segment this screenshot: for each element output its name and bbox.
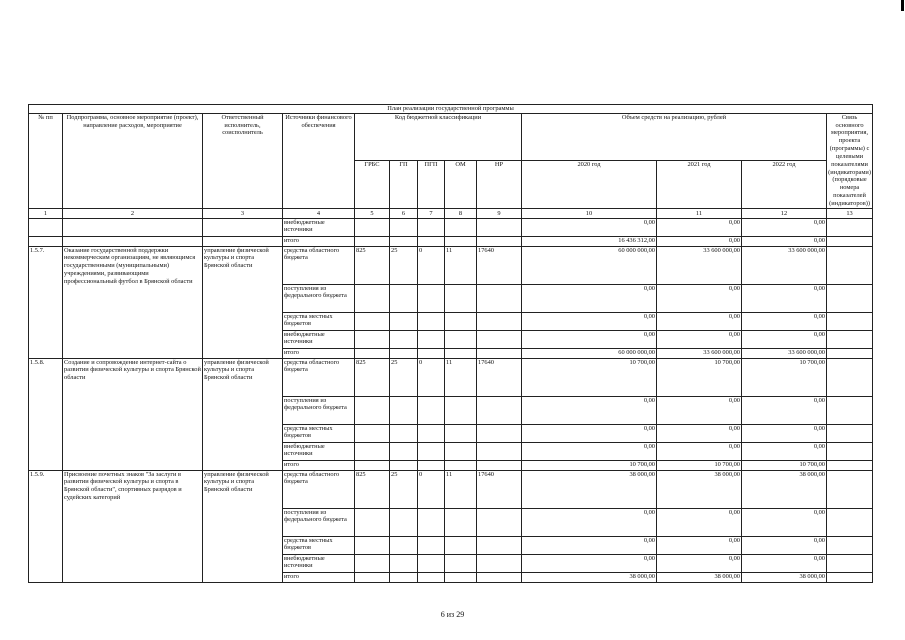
source-cell: поступления из федерального бюджета [283,508,355,536]
code-cell [477,236,522,246]
column-number: 4 [283,208,355,218]
source-cell: итого [283,348,355,358]
header-2022: 2022 год [742,161,827,208]
gp-cell [390,460,418,470]
code-cell [445,218,477,236]
code-cell [355,236,390,246]
code-cell [390,218,418,236]
amount-2021: 0,00 [657,442,742,460]
om-cell [445,424,477,442]
link-cell [827,218,873,236]
amount-2020: 38 000,00 [522,572,657,582]
link-cell [827,246,873,284]
gp-cell [390,396,418,424]
np-cell [477,330,522,348]
table-row [29,246,873,284]
amount-2020: 0,00 [522,330,657,348]
om-cell [445,284,477,312]
link-cell [827,312,873,330]
page-number: 6 из 29 [440,610,465,619]
source-cell: средства местных бюджетов [283,424,355,442]
link-cell [827,396,873,424]
source-cell: внебюджетные источники [283,330,355,348]
link-cell [827,348,873,358]
item-name: Создание и сопровождение интернет-сайта о развитии физической культуры и спорта Брянской области [63,358,203,470]
pgp-cell: 0 [418,246,445,284]
pgp-cell [418,536,445,554]
pgp-cell [418,312,445,330]
amount-2021: 0,00 [657,424,742,442]
amount-2021: 10 700,00 [657,460,742,470]
gp-cell [390,536,418,554]
column-number: 5 [355,208,390,218]
grbs-cell: 825 [355,470,390,508]
source-cell: средства областного бюджета [283,358,355,396]
grbs-cell [355,330,390,348]
link-cell [827,572,873,582]
column-number: 10 [522,208,657,218]
np-cell: 17640 [477,470,522,508]
np-cell [477,572,522,582]
pgp-cell: 0 [418,470,445,508]
om-cell [445,554,477,572]
amount-2022: 0,00 [742,312,827,330]
item-responsible: управление физической культуры и спорта Брянской области [203,470,283,582]
header-grbs: ГРБС [355,161,390,208]
amount-2021: 0,00 [657,396,742,424]
amount-2022: 0,00 [742,284,827,312]
link-cell [827,536,873,554]
amount-2020: 0,00 [522,554,657,572]
grbs-cell [355,312,390,330]
np-cell [477,460,522,470]
grbs-cell [355,554,390,572]
amount-2022: 0,00 [742,236,827,246]
np-cell [477,442,522,460]
code-cell [418,218,445,236]
om-cell: 11 [445,358,477,396]
gp-cell [390,424,418,442]
pgp-cell [418,424,445,442]
edge-mark [901,0,904,11]
column-number: 12 [742,208,827,218]
amount-2020: 0,00 [522,508,657,536]
gp-cell: 25 [390,246,418,284]
source-cell: внебюджетные источники [283,554,355,572]
pgp-cell [418,442,445,460]
amount-2020: 10 700,00 [522,460,657,470]
amount-2022: 0,00 [742,424,827,442]
om-cell [445,536,477,554]
source-cell: внебюджетные источники [283,442,355,460]
pgp-cell [418,554,445,572]
amount-2020: 0,00 [522,218,657,236]
grbs-cell [355,424,390,442]
column-number: 8 [445,208,477,218]
empty-cell [29,218,63,236]
header-om: ОМ [445,161,477,208]
gp-cell [390,330,418,348]
amount-2020: 0,00 [522,312,657,330]
source-cell: итого [283,460,355,470]
code-cell [477,218,522,236]
grbs-cell [355,536,390,554]
np-cell: 17640 [477,358,522,396]
grbs-cell: 825 [355,246,390,284]
amount-2022: 0,00 [742,442,827,460]
item-number: 1.5.8. [29,358,63,470]
column-number: 6 [390,208,418,218]
amount-2020: 16 436 312,00 [522,236,657,246]
table-row [29,236,873,246]
empty-cell [63,236,203,246]
amount-2020: 38 000,00 [522,470,657,508]
amount-2022: 38 000,00 [742,470,827,508]
source-cell: средства областного бюджета [283,470,355,508]
om-cell: 11 [445,246,477,284]
amount-2021: 0,00 [657,236,742,246]
om-cell [445,312,477,330]
column-number: 9 [477,208,522,218]
np-cell: 17640 [477,246,522,284]
pgp-cell [418,508,445,536]
np-cell [477,284,522,312]
table-row [29,218,873,236]
source-cell: средства местных бюджетов [283,536,355,554]
link-cell [827,442,873,460]
column-number: 7 [418,208,445,218]
header-responsible: Ответственный исполнитель, соисполнитель [203,113,283,208]
amount-2022: 38 000,00 [742,572,827,582]
code-cell [418,236,445,246]
item-number: 1.5.7. [29,246,63,358]
source-cell: итого [283,236,355,246]
column-number: 11 [657,208,742,218]
source-cell: средства местных бюджетов [283,312,355,330]
link-cell [827,236,873,246]
om-cell [445,442,477,460]
np-cell [477,396,522,424]
link-cell [827,358,873,396]
code-cell [445,236,477,246]
amount-2021: 33 600 000,00 [657,348,742,358]
link-cell [827,508,873,536]
table-row [29,358,873,396]
om-cell: 11 [445,470,477,508]
np-cell [477,536,522,554]
header-pgp: ПГП [418,161,445,208]
empty-cell [203,236,283,246]
item-name: Оказание государственной поддержки некоммерческим организациям, не являющимся государственными (муниципальными) учреждениями, развивающими профессиональный футбол в Брянской области [63,246,203,358]
np-cell [477,508,522,536]
link-cell [827,460,873,470]
gp-cell [390,508,418,536]
np-cell [477,348,522,358]
source-cell: поступления из федерального бюджета [283,396,355,424]
source-cell: средства областного бюджета [283,246,355,284]
grbs-cell [355,348,390,358]
amount-2022: 33 600 000,00 [742,246,827,284]
grbs-cell [355,572,390,582]
pgp-cell [418,572,445,582]
amount-2020: 0,00 [522,442,657,460]
amount-2020: 0,00 [522,536,657,554]
amount-2021: 0,00 [657,554,742,572]
amount-2021: 0,00 [657,218,742,236]
link-cell [827,424,873,442]
np-cell [477,554,522,572]
np-cell [477,424,522,442]
amount-2020: 0,00 [522,424,657,442]
code-cell [355,218,390,236]
item-responsible: управление физической культуры и спорта Брянской области [203,358,283,470]
header-2021: 2021 год [657,161,742,208]
amount-2022: 0,00 [742,508,827,536]
item-responsible: управление физической культуры и спорта Брянской области [203,246,283,358]
grbs-cell [355,442,390,460]
column-number: 2 [63,208,203,218]
gp-cell [390,554,418,572]
link-cell [827,330,873,348]
amount-2021: 33 600 000,00 [657,246,742,284]
pgp-cell [418,460,445,470]
gp-cell [390,284,418,312]
amount-2021: 38 000,00 [657,470,742,508]
header-sources: Источники финансового обеспечения [283,113,355,208]
link-cell [827,470,873,508]
pgp-cell [418,396,445,424]
grbs-cell [355,396,390,424]
item-name: Присвоение почетных знаков "За заслуги в развитии физической культуры и спорта в Брянской области", спортивных разрядов и судейских категорий [63,470,203,582]
gp-cell [390,312,418,330]
source-cell: внебюджетные источники [283,218,355,236]
empty-cell [63,218,203,236]
amount-2021: 10 700,00 [657,358,742,396]
amount-2020: 0,00 [522,396,657,424]
empty-cell [203,218,283,236]
link-cell [827,284,873,312]
header-gp: ГП [390,161,418,208]
amount-2022: 0,00 [742,330,827,348]
header-link: Связь основного мероприятия, проекта (программы) с целевыми показателями (индикаторами) (порядковые номера показателей (индикаторов)) [828,113,871,207]
source-cell: итого [283,572,355,582]
table-title: План реализации государственной программы [29,105,873,114]
header-2020: 2020 год [522,161,657,208]
amount-2022: 0,00 [742,554,827,572]
om-cell [445,572,477,582]
column-number: 13 [827,208,873,218]
amount-2020: 0,00 [522,284,657,312]
amount-2021: 0,00 [657,330,742,348]
amount-2022: 10 700,00 [742,358,827,396]
header-subprogram: Подпрограмма, основное мероприятие (проект), направление расходов, мероприятие [63,113,203,208]
header-budget-code: Код бюджетной классификации [355,113,522,160]
amount-2022: 0,00 [742,396,827,424]
amount-2022: 10 700,00 [742,460,827,470]
gp-cell [390,348,418,358]
header-np: НР [477,161,522,208]
amount-2022: 0,00 [742,536,827,554]
amount-2022: 0,00 [742,218,827,236]
amount-2020: 10 700,00 [522,358,657,396]
column-number: 1 [29,208,63,218]
gp-cell [390,572,418,582]
amount-2021: 0,00 [657,312,742,330]
om-cell [445,508,477,536]
amount-2021: 0,00 [657,536,742,554]
om-cell [445,396,477,424]
grbs-cell [355,284,390,312]
source-cell: поступления из федерального бюджета [283,284,355,312]
grbs-cell: 825 [355,358,390,396]
gp-cell: 25 [390,358,418,396]
empty-cell [29,236,63,246]
om-cell [445,348,477,358]
amount-2021: 0,00 [657,284,742,312]
amount-2020: 60 000 000,00 [522,348,657,358]
om-cell [445,460,477,470]
column-number: 3 [203,208,283,218]
header-no: № пп [29,113,63,208]
link-cell [827,554,873,572]
amount-2022: 33 600 000,00 [742,348,827,358]
grbs-cell [355,460,390,470]
code-cell [390,236,418,246]
plan-table [28,104,873,583]
header-volume: Объем средств на реализацию, рублей [522,113,827,160]
item-number: 1.5.9. [29,470,63,582]
pgp-cell: 0 [418,358,445,396]
table-row [29,470,873,508]
amount-2021: 38 000,00 [657,572,742,582]
gp-cell [390,442,418,460]
pgp-cell [418,348,445,358]
om-cell [445,330,477,348]
pgp-cell [418,284,445,312]
amount-2020: 60 000 000,00 [522,246,657,284]
gp-cell: 25 [390,470,418,508]
pgp-cell [418,330,445,348]
np-cell [477,312,522,330]
amount-2021: 0,00 [657,508,742,536]
grbs-cell [355,508,390,536]
